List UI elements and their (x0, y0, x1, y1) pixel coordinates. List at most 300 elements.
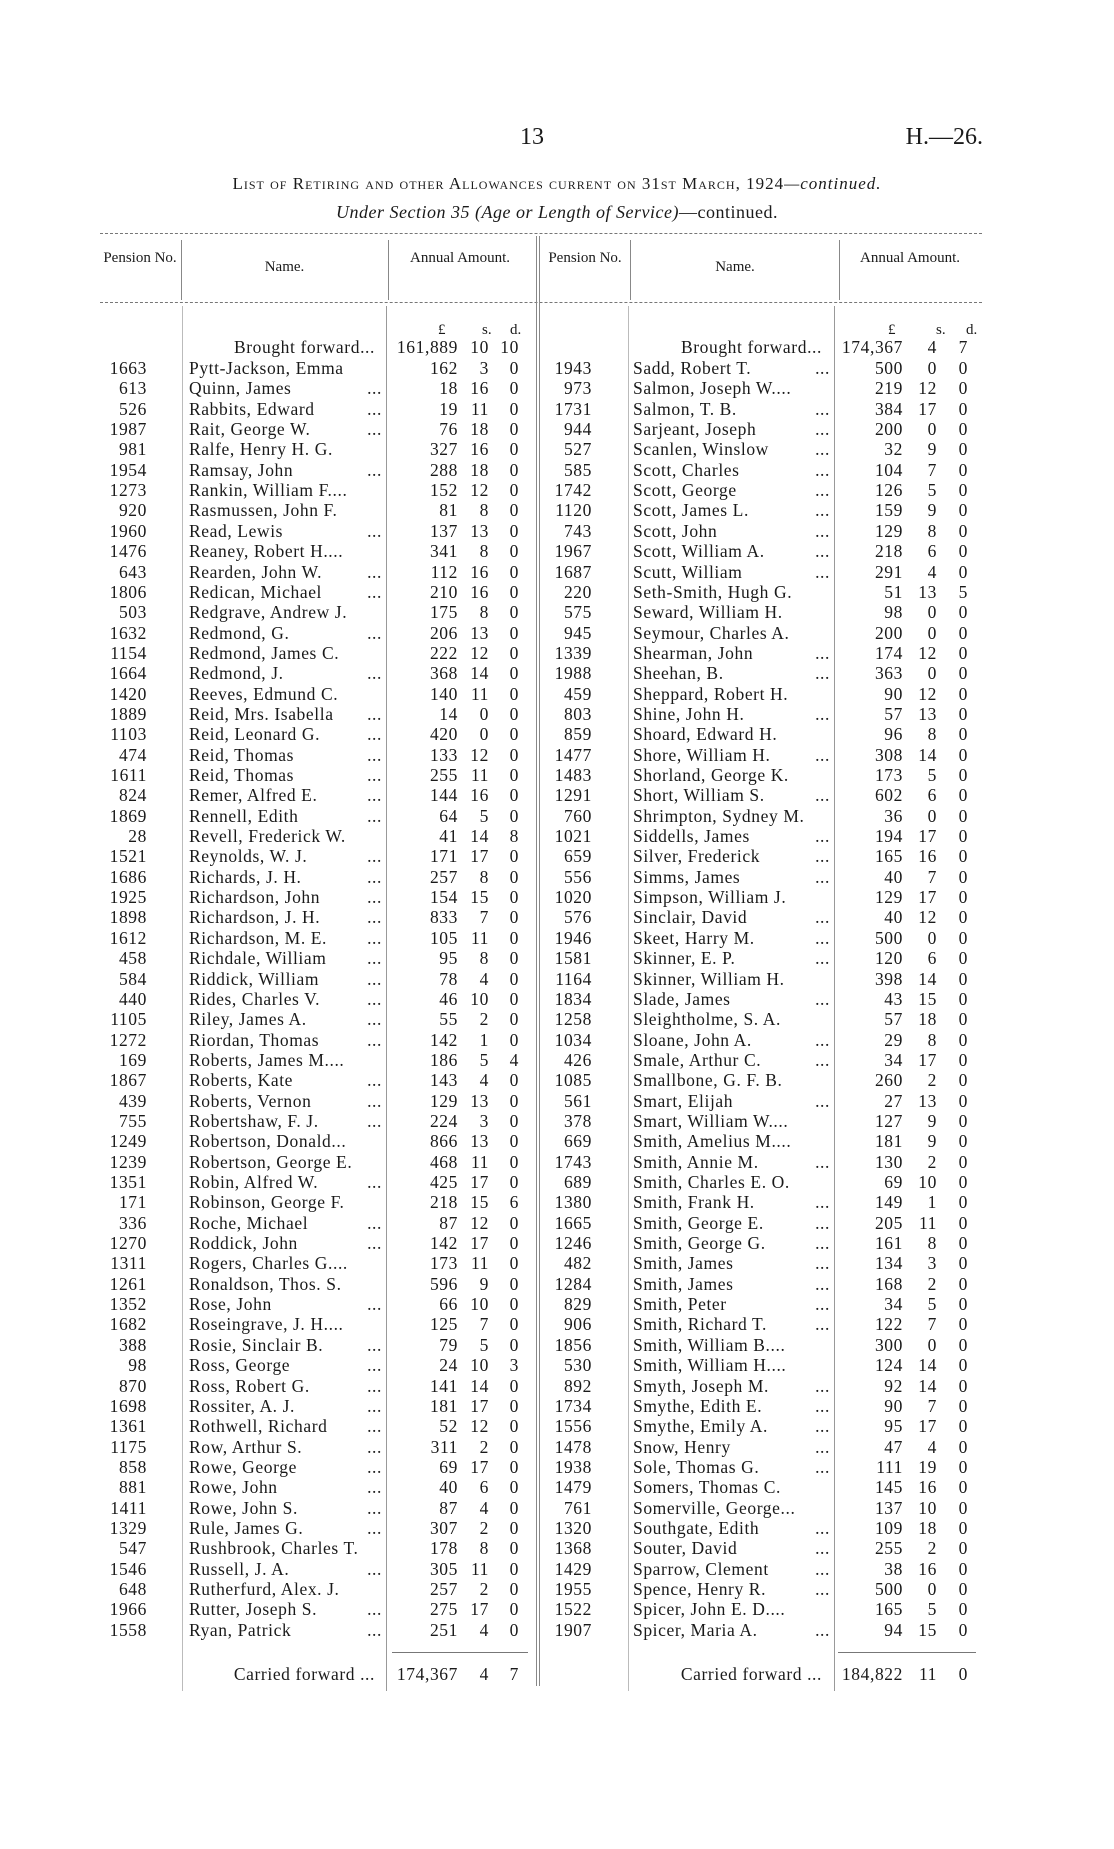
amount-shillings: 5 (479, 1049, 489, 1070)
table-row (0, 1274, 1114, 1294)
pension-number: 1686 (109, 866, 147, 887)
pensioner-name: Richdale, William (189, 948, 327, 969)
pension-number: 556 (563, 866, 592, 887)
amount-shillings: 18 (918, 1009, 937, 1030)
pensioner-name: Smart, William W.... (633, 1110, 789, 1131)
pensioner-name: Reaney, Robert H.... (189, 541, 344, 562)
amount-shillings: 14 (470, 663, 489, 684)
amount-pence: 0 (509, 887, 519, 908)
amount-pence: 0 (958, 358, 968, 378)
pensioner-name: Richardson, John (189, 887, 321, 908)
amount-pounds: 219 (874, 378, 903, 399)
pensioner-name: Roche, Michael (189, 1212, 309, 1233)
column-rule (630, 240, 631, 300)
amount-shillings: 0 (927, 927, 937, 948)
amount-pounds: 57 (884, 703, 903, 724)
total-rule (838, 1652, 976, 1653)
amount-pence: 0 (958, 1436, 968, 1457)
amount-pounds: 468 (429, 1151, 458, 1172)
amount-pence: 0 (958, 459, 968, 480)
pension-number: 426 (563, 1049, 592, 1070)
table-row (0, 704, 1114, 724)
amount-pence: 0 (958, 927, 968, 948)
amount-pounds: 32 (884, 439, 903, 460)
amount-pounds: 222 (429, 642, 458, 663)
amount-pence: 0 (509, 1314, 519, 1335)
amount-shillings: 0 (927, 663, 937, 684)
amount-shillings: 15 (918, 1619, 937, 1640)
dot-leader: ... (815, 846, 830, 867)
pension-number: 1743 (554, 1151, 592, 1172)
dot-leader: ... (815, 826, 830, 847)
amount-pounds: 173 (874, 765, 903, 785)
amount-pence: 0 (509, 378, 519, 399)
amount-pounds: 90 (884, 683, 903, 704)
amount-pence: 0 (509, 1456, 519, 1477)
amount-pence: 10 (500, 337, 519, 357)
pensioner-name: Smallbone, G. F. B. (633, 1070, 783, 1091)
pension-number: 1943 (554, 358, 592, 378)
pension-number: 1664 (109, 663, 147, 684)
table-row (0, 1192, 1114, 1212)
pension-number: 743 (563, 520, 592, 541)
dot-leader: ... (815, 500, 830, 521)
pension-number: 169 (118, 1049, 147, 1070)
amount-pounds: 165 (874, 846, 903, 867)
amount-shillings: 12 (470, 1416, 489, 1437)
carried-forward-label: Carried forward ... (233, 1664, 375, 1684)
dot-leader: ... (815, 1253, 830, 1274)
amount-pence: 0 (509, 805, 519, 826)
amount-pence: 0 (509, 561, 519, 582)
amount-shillings: 5 (927, 1294, 937, 1315)
amount-pounds: 363 (874, 663, 903, 684)
amount-shillings: 11 (470, 765, 489, 785)
amount-pence: 0 (958, 500, 968, 521)
pension-number: 1103 (110, 724, 147, 745)
dot-leader: ... (367, 846, 382, 867)
pensioner-name: Simpson, William J. (633, 887, 787, 908)
pensioner-name: Riordan, Thomas (189, 1029, 320, 1050)
amount-shillings: 11 (470, 398, 489, 419)
pensioner-name: Seward, William H. (633, 602, 783, 623)
amount-pence: 4 (509, 1049, 519, 1070)
dot-leader: ... (815, 1294, 830, 1315)
amount-pounds: 134 (874, 1253, 903, 1274)
pensioner-name: Rose, John (189, 1294, 272, 1315)
amount-pounds: 104 (874, 459, 903, 480)
pension-number: 859 (563, 724, 592, 745)
pensioner-name: Spence, Henry R. (633, 1579, 767, 1599)
dot-leader: ... (815, 1314, 830, 1335)
amount-pounds: 174 (874, 642, 903, 663)
pension-number: 803 (563, 703, 592, 724)
unit-shillings-right: s. (936, 322, 946, 338)
amount-shillings: 8 (927, 1029, 937, 1050)
amount-shillings: 16 (470, 581, 489, 602)
amount-pence: 0 (509, 703, 519, 724)
pension-number: 944 (563, 419, 592, 440)
pension-number: 1120 (555, 500, 592, 521)
amount-pounds: 94 (884, 1619, 903, 1640)
pensioner-name: Shine, John H. (633, 703, 745, 724)
column-rule (388, 240, 389, 300)
carried-forward-label: Carried forward ... (680, 1664, 822, 1684)
amount-pounds: 46 (439, 988, 458, 1009)
dot-leader: ... (367, 1436, 382, 1457)
amount-pence: 0 (509, 1151, 519, 1172)
amount-pounds: 186 (429, 1049, 458, 1070)
amount-pence: 0 (509, 541, 519, 562)
pensioner-name: Richardson, J. H. (189, 907, 321, 928)
amount-shillings: 9 (927, 1110, 937, 1131)
amount-shillings: 11 (470, 1253, 489, 1274)
amount-pence: 0 (958, 642, 968, 663)
amount-pence: 0 (509, 459, 519, 480)
pensioner-name: Seymour, Charles A. (633, 622, 790, 643)
table-row (0, 684, 1114, 704)
table-row (0, 1437, 1114, 1457)
dot-leader: ... (815, 1558, 830, 1579)
amount-pence: 0 (958, 907, 968, 928)
pensioner-name: Sinclair, David (633, 907, 748, 928)
amount-pounds: 143 (429, 1070, 458, 1091)
amount-shillings: 0 (927, 602, 937, 623)
pension-number: 584 (118, 968, 147, 989)
pensioner-name: Sarjeant, Joseph (633, 419, 757, 440)
dot-leader: ... (367, 1599, 382, 1620)
amount-shillings: 6 (927, 948, 937, 969)
amount-pounds: 178 (429, 1538, 458, 1559)
amount-shillings: 12 (918, 683, 937, 704)
pension-number: 1834 (554, 988, 592, 1009)
pension-number: 1368 (554, 1538, 592, 1559)
amount-shillings: 14 (918, 1355, 937, 1376)
pension-number: 28 (128, 826, 147, 847)
amount-pounds: 300 (874, 1334, 903, 1355)
pension-number: 220 (563, 581, 592, 602)
dot-leader: ... (815, 948, 830, 969)
header-name-left: Name. (264, 259, 305, 275)
pensioner-name: Scanlen, Winslow (633, 439, 769, 460)
pension-number: 1867 (109, 1070, 147, 1091)
pensioner-name: Salmon, Joseph W.... (633, 378, 792, 399)
pension-number: 981 (118, 439, 147, 460)
amount-shillings: 17 (470, 1599, 489, 1620)
pensioner-name: Reid, Mrs. Isabella (189, 703, 334, 724)
amount-pence: 0 (509, 1599, 519, 1620)
pensioner-name: Reeves, Edmund C. (189, 683, 339, 704)
amount-shillings: 6 (927, 785, 937, 806)
amount-shillings: 13 (470, 622, 489, 643)
pensioner-name: Robertshaw, F. J. (189, 1110, 319, 1131)
amount-shillings: 11 (918, 1212, 937, 1233)
amount-pounds: 205 (874, 1212, 903, 1233)
pensioner-name: Rossiter, A. J. (189, 1395, 296, 1416)
pensioner-name: Rankin, William F.... (189, 480, 348, 501)
amount-shillings: 4 (479, 968, 489, 989)
pension-number: 1889 (109, 703, 147, 724)
table-row (0, 907, 1114, 927)
pension-number: 1806 (109, 581, 147, 602)
pensioner-name: Snow, Henry (633, 1436, 731, 1457)
amount-shillings: 3 (479, 1110, 489, 1131)
pensioner-name: Rule, James G. (189, 1517, 304, 1538)
page-subtitle (0, 202, 1114, 223)
dot-leader: ... (815, 1375, 830, 1396)
title-suffix: —continued. (784, 174, 882, 193)
pensioner-name: Reynolds, W. J. (189, 846, 308, 867)
pension-number: 1154 (110, 642, 147, 663)
table-row (0, 1477, 1114, 1497)
amount-pence: 0 (958, 724, 968, 745)
table-row (0, 846, 1114, 866)
amount-pence: 0 (509, 785, 519, 806)
amount-pence: 0 (958, 703, 968, 724)
table-row (0, 521, 1114, 541)
pension-number: 1987 (109, 419, 147, 440)
pensioner-name: Smith, Charles E. O. (633, 1172, 790, 1192)
pensioner-name: Scott, James L. (633, 500, 749, 521)
amount-pounds: 168 (874, 1273, 903, 1294)
title-main: List of Retiring and other Allowances current on 31st March, 1924 (232, 174, 785, 193)
table-row (0, 785, 1114, 805)
amount-pence: 0 (958, 561, 968, 582)
amount-pounds: 275 (429, 1599, 458, 1620)
pension-number: 1665 (554, 1212, 592, 1233)
pension-number: 1476 (109, 541, 147, 562)
pensioner-name: Skinner, William H. (633, 968, 785, 989)
amount-pence: 0 (958, 1253, 968, 1274)
dot-leader: ... (367, 1233, 382, 1254)
pensioner-name: Reid, Thomas (189, 765, 295, 785)
dot-leader: ... (367, 1334, 382, 1355)
pensioner-name: Richardson, M. E. (189, 927, 328, 948)
pension-number: 576 (563, 907, 592, 928)
amount-pounds: 40 (884, 866, 903, 887)
amount-shillings: 5 (479, 805, 489, 826)
pension-number: 1105 (110, 1009, 147, 1030)
table-row (0, 500, 1114, 520)
table-row (0, 582, 1114, 602)
pension-number: 336 (118, 1212, 147, 1233)
amount-pence: 0 (958, 1619, 968, 1640)
amount-pence: 0 (958, 785, 968, 806)
pension-number: 1946 (554, 927, 592, 948)
amount-pounds: 64 (439, 805, 458, 826)
pension-number: 1687 (554, 561, 592, 582)
amount-pounds: 137 (429, 520, 458, 541)
amount-shillings: 15 (470, 1192, 489, 1213)
dot-leader: ... (815, 1212, 830, 1233)
dot-leader: ... (367, 1090, 382, 1111)
amount-pence: 0 (509, 724, 519, 745)
table-row (0, 419, 1114, 439)
amount-pence: 0 (509, 1579, 519, 1599)
pension-number: 1270 (109, 1233, 147, 1254)
pensioner-name: Smith, Annie M. (633, 1151, 759, 1172)
column-rule (839, 240, 840, 300)
pension-number: 440 (118, 988, 147, 1009)
amount-pence: 0 (509, 744, 519, 765)
table-row (0, 1538, 1114, 1558)
amount-shillings: 17 (918, 887, 937, 908)
amount-shillings: 0 (927, 1334, 937, 1355)
amount-shillings: 2 (927, 1070, 937, 1091)
unit-pence-left: d. (510, 322, 522, 338)
dot-leader: ... (367, 907, 382, 928)
table-row (0, 1111, 1114, 1131)
table-row (0, 1579, 1114, 1599)
pension-number: 1558 (109, 1619, 147, 1640)
amount-pounds: 36 (884, 805, 903, 826)
amount-pounds: 69 (439, 1456, 458, 1477)
amount-pence: 0 (509, 866, 519, 887)
pension-number: 1021 (554, 826, 592, 847)
pension-number: 1955 (554, 1579, 592, 1599)
pension-number: 1272 (109, 1029, 147, 1050)
pension-number: 585 (563, 459, 592, 480)
pension-number: 689 (563, 1172, 592, 1192)
pension-number: 1246 (554, 1233, 592, 1254)
amount-pence: 0 (958, 419, 968, 440)
header-amount-right: Annual Amount. (860, 250, 960, 266)
amount-shillings: 10 (470, 1294, 489, 1315)
amount-pence: 0 (958, 744, 968, 765)
pension-number: 1478 (554, 1436, 592, 1457)
pension-number: 973 (563, 378, 592, 399)
amount-pounds: 161,889 (396, 337, 458, 357)
pension-number: 1581 (554, 948, 592, 969)
amount-pence: 0 (958, 1599, 968, 1620)
amount-pounds: 125 (429, 1314, 458, 1335)
pension-number: 1020 (554, 887, 592, 908)
amount-pounds: 162 (429, 358, 458, 378)
amount-pounds: 260 (874, 1070, 903, 1091)
pension-number: 1339 (554, 642, 592, 663)
amount-pounds: 224 (429, 1110, 458, 1131)
amount-pence: 0 (509, 765, 519, 785)
dot-leader: ... (367, 765, 382, 785)
amount-pence: 0 (958, 480, 968, 501)
table-row (0, 1355, 1114, 1375)
amount-shillings: 9 (927, 500, 937, 521)
amount-shillings: 4 (927, 1436, 937, 1457)
amount-pence: 0 (958, 1355, 968, 1376)
amount-pounds: 161 (874, 1233, 903, 1254)
amount-pounds: 51 (884, 581, 903, 602)
pensioner-name: Silver, Frederick (633, 846, 761, 867)
dot-leader: ... (367, 1375, 382, 1396)
amount-pence: 0 (958, 1233, 968, 1254)
pensioner-name: Shorland, George K. (633, 765, 789, 785)
amount-pounds: 257 (429, 866, 458, 887)
amount-pence: 0 (509, 1233, 519, 1254)
dot-leader: ... (367, 378, 382, 399)
dot-leader: ... (367, 785, 382, 806)
pensioner-name: Smith, William H.... (633, 1355, 787, 1376)
amount-pounds: 152 (429, 480, 458, 501)
pension-number: 561 (563, 1090, 592, 1111)
pensioner-name: Sadd, Robert T. (633, 358, 752, 378)
pensioner-name: Skeet, Harry M. (633, 927, 755, 948)
pensioner-name: Shoard, Edward H. (633, 724, 778, 745)
amount-shillings: 4 (479, 1619, 489, 1640)
amount-pounds: 76 (439, 419, 458, 440)
amount-pence: 0 (509, 581, 519, 602)
amount-shillings: 5 (927, 765, 937, 785)
amount-pence: 0 (509, 968, 519, 989)
amount-pounds: 206 (429, 622, 458, 643)
amount-shillings: 18 (470, 459, 489, 480)
amount-pounds: 141 (429, 1375, 458, 1396)
pension-number: 1521 (109, 846, 147, 867)
amount-pence: 0 (509, 1436, 519, 1457)
amount-shillings: 6 (479, 1477, 489, 1498)
amount-pence: 0 (509, 1090, 519, 1111)
amount-shillings: 10 (470, 337, 489, 357)
pensioner-name: Rowe, John S. (189, 1497, 298, 1518)
pension-number: 648 (118, 1579, 147, 1599)
dot-leader: ... (815, 358, 830, 378)
pension-number: 659 (563, 846, 592, 867)
pension-number: 171 (118, 1192, 147, 1213)
amount-shillings: 7 (927, 866, 937, 887)
amount-pence: 0 (958, 1070, 968, 1091)
pensioner-name: Shearman, John (633, 642, 754, 663)
table-row (0, 378, 1114, 398)
pension-number: 858 (118, 1456, 147, 1477)
amount-pence: 8 (509, 826, 519, 847)
dot-leader: ... (367, 866, 382, 887)
amount-shillings: 8 (927, 1233, 937, 1254)
pension-number: 1411 (110, 1497, 147, 1518)
amount-shillings: 18 (470, 419, 489, 440)
dot-leader: ... (815, 1090, 830, 1111)
page-title (0, 174, 1114, 194)
pension-number: 1632 (109, 622, 147, 643)
amount-pounds: 184,822 (841, 1664, 903, 1684)
pension-number: 1546 (109, 1558, 147, 1579)
table-row (0, 1253, 1114, 1273)
amount-pounds: 311 (430, 1436, 458, 1457)
amount-pence: 5 (958, 581, 968, 602)
pension-number: 98 (128, 1355, 147, 1376)
pension-number: 824 (118, 785, 147, 806)
pensioner-name: Siddells, James (633, 826, 750, 847)
dot-leader: ... (367, 398, 382, 419)
amount-shillings: 15 (470, 887, 489, 908)
amount-pounds: 87 (439, 1497, 458, 1518)
amount-shillings: 1 (479, 1029, 489, 1050)
amount-pounds: 181 (874, 1131, 903, 1152)
amount-pence: 0 (509, 439, 519, 460)
pension-number: 1663 (109, 358, 147, 378)
pensioner-name: Shore, William H. (633, 744, 771, 765)
amount-pence: 0 (958, 541, 968, 562)
amount-shillings: 0 (927, 1579, 937, 1599)
table-row (0, 867, 1114, 887)
page-number: 13 (520, 124, 544, 150)
unit-pounds-left: £ (438, 322, 446, 338)
amount-pounds: 171 (429, 846, 458, 867)
amount-pence: 0 (509, 683, 519, 704)
dot-leader: ... (367, 744, 382, 765)
amount-pounds: 257 (429, 1579, 458, 1599)
dot-leader: ... (367, 988, 382, 1009)
dot-leader: ... (815, 398, 830, 419)
pension-number: 906 (563, 1314, 592, 1335)
